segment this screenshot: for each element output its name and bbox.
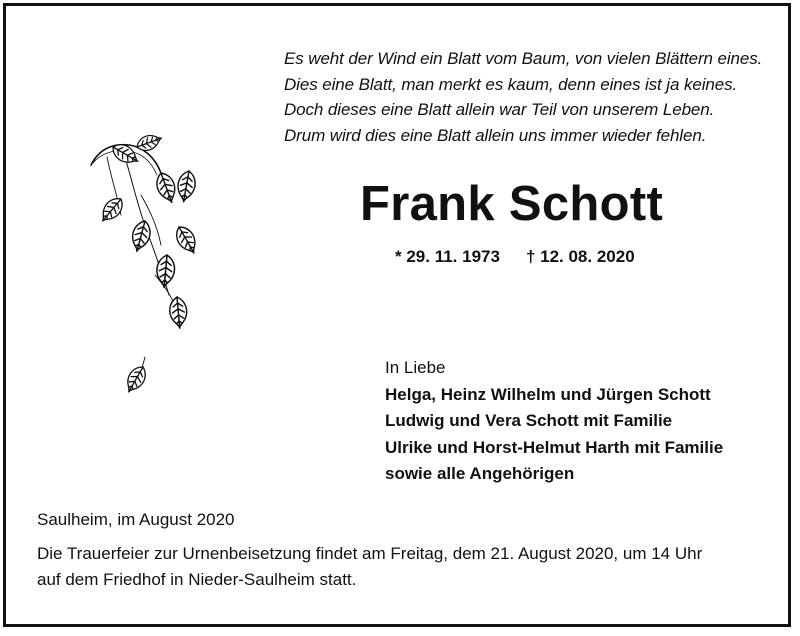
poem-line: Es weht der Wind ein Blatt vom Baum, von vielen Blättern eines. bbox=[284, 49, 763, 68]
mourner-line: Ludwig und Vera Schott mit Familie bbox=[385, 411, 673, 430]
birth-date: * 29. 11. 1973 bbox=[395, 247, 500, 266]
mourners-intro: In Liebe bbox=[385, 358, 446, 377]
mourners-list bbox=[385, 355, 723, 488]
deceased-name: Frank Schott bbox=[360, 177, 664, 231]
poem bbox=[284, 46, 784, 148]
place-and-date: Saulheim, im August 2020 bbox=[37, 510, 235, 529]
funeral-service-info bbox=[37, 541, 702, 593]
life-dates bbox=[395, 247, 635, 267]
mourner-line: sowie alle Angehörigen bbox=[385, 464, 575, 483]
falling-leaves-illustration-icon bbox=[85, 135, 210, 410]
poem-line: Dies eine Blatt, man merkt es kaum, denn eines ist ja keines. bbox=[284, 74, 738, 94]
service-line: Die Trauerfeier zur Urnenbeisetzung findet am Freitag, dem 21. August 2020, um 14 Uhr bbox=[37, 544, 703, 563]
poem-line: Doch dieses eine Blatt allein war Teil von unserem Leben. bbox=[284, 100, 715, 119]
service-line: auf dem Friedhof in Nieder-Saulheim statt. bbox=[37, 570, 357, 589]
poem-line: Drum wird dies eine Blatt allein uns immer wieder fehlen. bbox=[284, 125, 707, 145]
mourner-line: Ulrike und Horst-Helmut Harth mit Familie bbox=[385, 437, 724, 457]
mourner-line: Helga, Heinz Wilhelm und Jürgen Schott bbox=[385, 384, 711, 404]
death-date: † 12. 08. 2020 bbox=[525, 247, 635, 266]
